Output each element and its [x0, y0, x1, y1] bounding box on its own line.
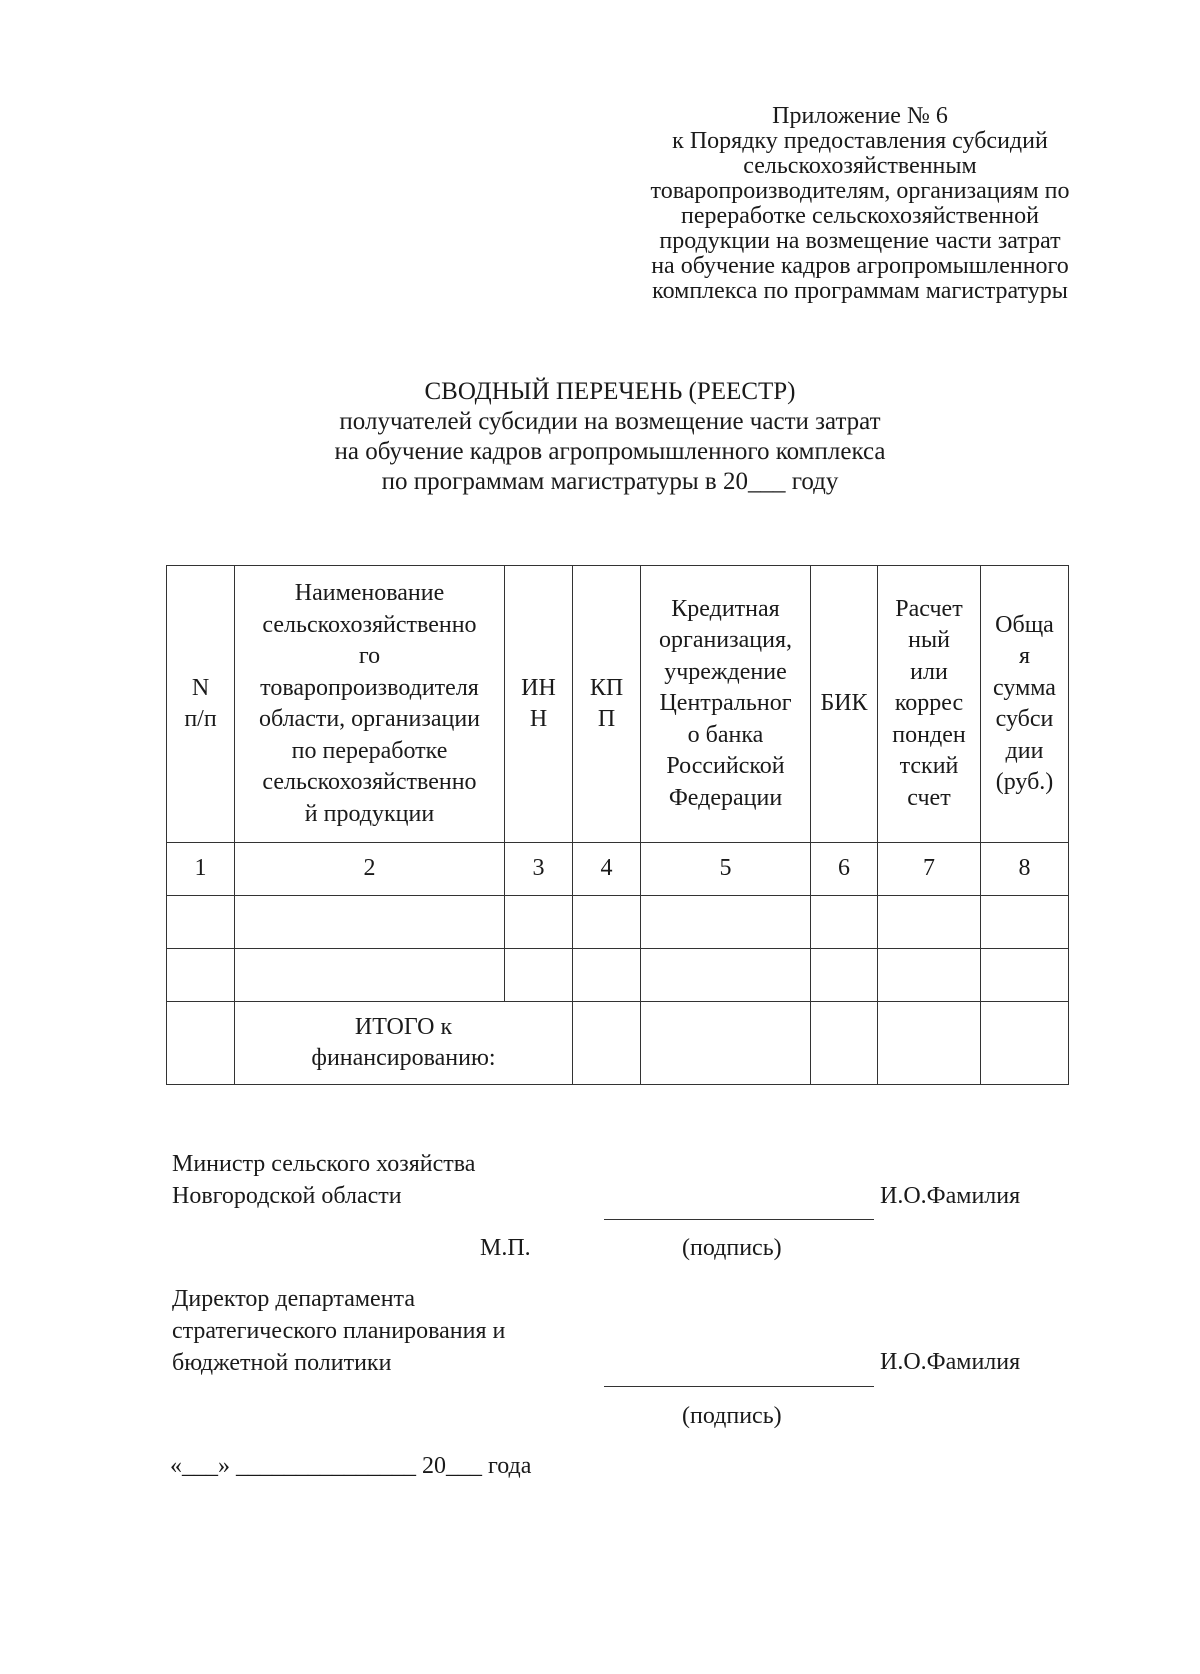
- table-cell: [641, 896, 811, 949]
- header-row: [167, 566, 1069, 843]
- table-cell: [981, 896, 1069, 949]
- minister-title-line: Новгородской области: [172, 1183, 402, 1209]
- table-cell: [505, 949, 573, 1002]
- total-label-line: ИТОГО к: [354, 1013, 453, 1040]
- director-title: [172, 1283, 505, 1379]
- table-row: [167, 896, 1069, 949]
- appendix-line: Приложение № 6: [772, 103, 948, 129]
- total-label-line: финансированию:: [311, 1045, 496, 1071]
- table-cell: [981, 1002, 1069, 1085]
- title-line: получателей субсидии на возмещение части затрат: [339, 408, 881, 435]
- table-cell: [811, 1002, 878, 1085]
- minister-title-line: Министр сельского хозяйства: [172, 1151, 476, 1177]
- total-row: [167, 1002, 1069, 1085]
- table-cell: [878, 1002, 981, 1085]
- minister-title: [172, 1148, 475, 1212]
- signature-caption: (подпись): [682, 1403, 782, 1429]
- table-cell: [573, 949, 641, 1002]
- table-cell: [505, 896, 573, 949]
- table-cell: [167, 896, 235, 949]
- column-number-cell: 3: [505, 843, 573, 896]
- table-cell: [981, 949, 1069, 1002]
- table-cell: [235, 896, 505, 949]
- signature-caption: (подпись): [682, 1235, 782, 1261]
- header-cell-name: Наименование сельскохозяйственно го товаропроизводителя области, организации по переработке сельскохозяйственно й продукции: [235, 566, 505, 843]
- column-number-cell: 5: [641, 843, 811, 896]
- header-cell-inn: ИН Н: [505, 566, 573, 843]
- name-placeholder: И.О.Фамилия: [880, 1349, 1021, 1375]
- appendix-line: к Порядку предоставления субсидий: [672, 128, 1048, 154]
- table-cell: [573, 896, 641, 949]
- director-title-line: Директор департамента: [172, 1286, 415, 1312]
- header-cell-number: N п/п: [167, 566, 235, 843]
- stamp-label: М.П.: [480, 1235, 531, 1261]
- appendix-line: сельскохозяйственным: [743, 153, 977, 179]
- table-row: [167, 949, 1069, 1002]
- appendix-line: комплекса по программам магистратуры: [652, 278, 1068, 304]
- column-number-cell: 6: [811, 843, 878, 896]
- date-line: «___» _______________ 20___ года: [170, 1453, 532, 1479]
- table-cell: [641, 1002, 811, 1085]
- registry-table: [166, 565, 1069, 1085]
- document-title: [200, 377, 1020, 497]
- header-cell-bank: Кредитная организация, учреждение Центральног о банка Российской Федерации: [641, 566, 811, 843]
- signature-line: [604, 1219, 874, 1220]
- appendix-line: товаропроизводителям, организациям по: [650, 178, 1070, 204]
- appendix-reference: [600, 104, 1120, 304]
- director-title-line: стратегического планирования и: [172, 1318, 506, 1344]
- director-title-line: бюджетной политики: [172, 1350, 392, 1376]
- table-cell: [167, 949, 235, 1002]
- header-cell-kpp: КП П: [573, 566, 641, 843]
- appendix-line: продукции на возмещение части затрат: [659, 228, 1061, 254]
- table-cell: [878, 896, 981, 949]
- title-line: на обучение кадров агропромышленного комплекса: [334, 438, 886, 465]
- column-number-cell: 1: [167, 843, 235, 896]
- title-heading: СВОДНЫЙ ПЕРЕЧЕНЬ (РЕЕСТР): [424, 378, 796, 405]
- header-cell-bik: БИК: [811, 566, 878, 843]
- appendix-line: на обучение кадров агропромышленного: [651, 253, 1069, 279]
- table-cell: [573, 1002, 641, 1085]
- appendix-line: переработке сельскохозяйственной: [681, 203, 1039, 229]
- header-cell-total-amount: Обща я сумма субси дии (руб.): [981, 566, 1069, 843]
- table-cell: [641, 949, 811, 1002]
- column-number-row: [167, 843, 1069, 896]
- column-number-cell: 8: [981, 843, 1069, 896]
- name-placeholder: И.О.Фамилия: [880, 1183, 1021, 1209]
- column-number-cell: 7: [878, 843, 981, 896]
- table-cell: [878, 949, 981, 1002]
- table-cell: [167, 1002, 235, 1085]
- total-label-cell: [235, 1002, 573, 1085]
- signature-line: [604, 1386, 874, 1387]
- table-cell: [811, 896, 878, 949]
- title-line: по программам магистратуры в 20___ году: [381, 468, 839, 495]
- table-cell: [235, 949, 505, 1002]
- column-number-cell: 4: [573, 843, 641, 896]
- header-cell-account: Расчет ный или коррес понден тский счет: [878, 566, 981, 843]
- column-number-cell: 2: [235, 843, 505, 896]
- table-cell: [811, 949, 878, 1002]
